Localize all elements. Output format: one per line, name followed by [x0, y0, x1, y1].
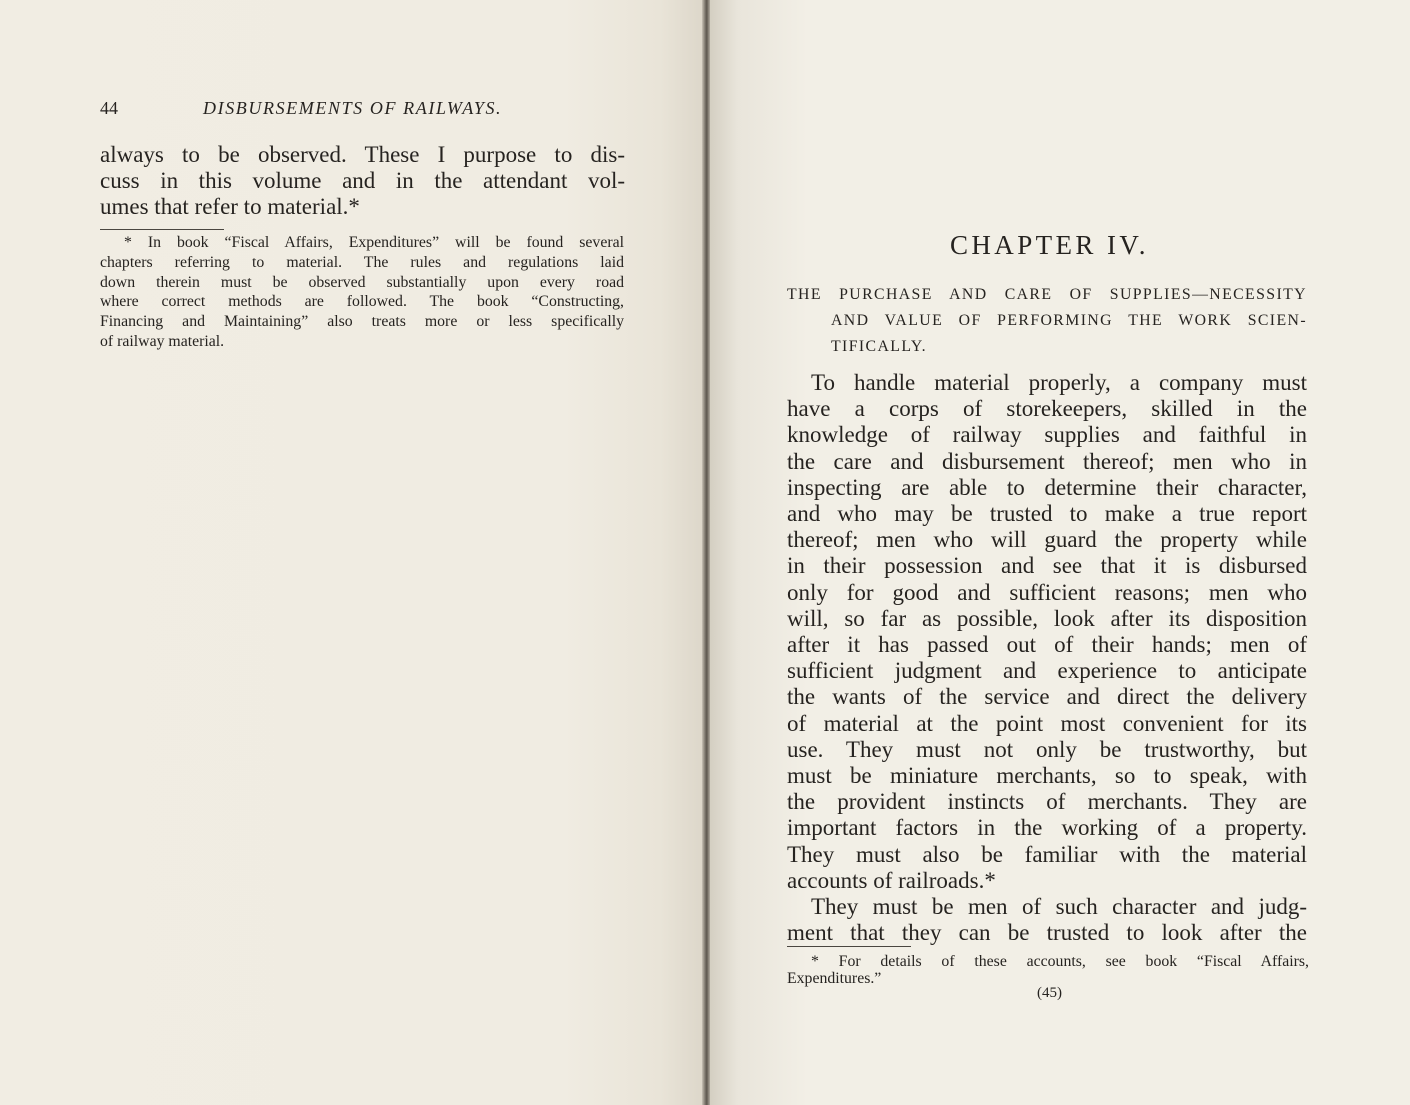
right-body-text — [787, 370, 1307, 946]
body-line: knowledge of railway supplies and faithful in — [787, 422, 1307, 448]
footnote-rule — [787, 946, 911, 947]
page-number-right: (45) — [1037, 985, 1062, 1001]
body-line: of material at the point most convenient for its — [787, 710, 1307, 736]
footnote-line: * In book “Fiscal Affairs, Expenditures” will be found several — [124, 234, 624, 251]
book-gutter — [702, 0, 710, 1105]
body-line: umes that refer to material.* — [100, 194, 360, 220]
footnote-line: * For details of these accounts, see book “Fiscal Affairs, — [811, 953, 1309, 970]
body-line: inspecting are able to determine their character, — [787, 474, 1307, 500]
footnote-line: where correct methods are followed. The book “Constructing, — [100, 293, 624, 311]
body-line: thereof; men who will guard the property while — [787, 527, 1307, 553]
footnote-line: down therein must be observed substantially upon every road — [100, 273, 624, 291]
body-line: use. They must not only be trustworthy, but — [787, 736, 1307, 762]
body-line: in their possession and see that it is disbursed — [787, 553, 1307, 579]
left-body-text — [100, 142, 625, 221]
body-line: They must be men of such character and judg- — [811, 894, 1307, 920]
body-line: the wants of the service and direct the delivery — [787, 684, 1307, 710]
footnote-line: of railway material. — [100, 332, 225, 350]
body-line: after it has passed out of their hands; men of — [787, 632, 1307, 658]
body-line: cuss in this volume and in the attendant vol- — [100, 168, 625, 194]
left-footnote — [100, 233, 624, 352]
body-line: must be miniature merchants, so to speak, with — [787, 763, 1307, 789]
body-line: They must also be familiar with the material — [787, 841, 1307, 867]
body-line: the provident instincts of merchants. They are — [787, 789, 1307, 815]
summary-line: TIFICALLY. — [831, 338, 927, 355]
body-line: accounts of railroads.* — [787, 867, 996, 893]
running-title: DISBURSEMENTS OF RAILWAYS. — [203, 98, 503, 118]
footnote-line: Expenditures.” — [787, 970, 882, 987]
footnote-line: Financing and Maintaining” also treats more or less specifically — [100, 313, 624, 331]
body-line: sufficient judgment and experience to anticipate — [787, 658, 1307, 684]
chapter-summary — [787, 282, 1307, 360]
running-head — [100, 98, 530, 124]
right-footnote — [787, 953, 1309, 987]
body-line: and who may be trusted to make a true report — [787, 501, 1307, 527]
body-line: always to be observed. These I purpose to dis- — [100, 142, 625, 167]
body-line: To handle material properly, a company must — [811, 370, 1307, 395]
summary-line: THE PURCHASE AND CARE OF SUPPLIES—NECESSITY — [787, 286, 1307, 303]
body-line: have a corps of storekeepers, skilled in the — [787, 396, 1307, 422]
body-line: ment that they can be trusted to look after the — [787, 920, 1307, 946]
body-line: only for good and sufficient reasons; men who — [787, 579, 1307, 605]
summary-line: AND VALUE OF PERFORMING THE WORK SCIEN- — [831, 312, 1307, 329]
chapter-title: CHAPTER IV. — [950, 230, 1149, 260]
footnote-rule — [100, 229, 224, 230]
footnote-line: chapters referring to material. The rules and regulations laid — [100, 253, 624, 271]
body-line: important factors in the working of a property. — [787, 815, 1307, 841]
page-number-left: 44 — [100, 98, 118, 118]
body-line: the care and disbursement thereof; men who in — [787, 448, 1307, 474]
body-line: will, so far as possible, look after its disposition — [787, 605, 1307, 631]
